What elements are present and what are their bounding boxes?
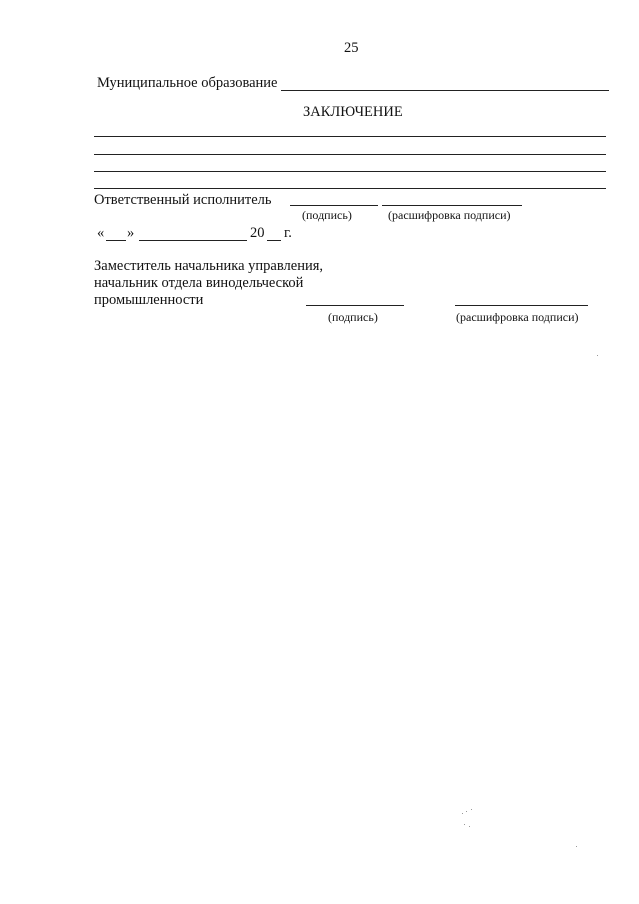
responsible-signature-line[interactable] <box>290 205 378 206</box>
conclusion-line-2[interactable] <box>94 154 606 155</box>
deputy-decoding-line[interactable] <box>455 305 588 306</box>
date-year-line[interactable] <box>267 240 281 241</box>
responsible-decoding-caption: (расшифровка подписи) <box>388 208 511 222</box>
conclusion-line-3[interactable] <box>94 171 606 172</box>
scan-speck <box>597 355 598 356</box>
responsible-label: Ответственный исполнитель <box>94 192 272 208</box>
conclusion-line-4[interactable] <box>94 188 606 189</box>
municipality-field-line[interactable] <box>281 90 609 91</box>
scan-speck <box>464 824 465 825</box>
deputy-title-line-2: начальник отдела винодельческой <box>94 275 304 291</box>
scan-speck <box>576 846 577 847</box>
scan-speck <box>466 811 467 812</box>
deputy-title-line-3: промышленности <box>94 292 204 308</box>
date-day-line[interactable] <box>106 240 126 241</box>
scan-speck <box>471 809 472 810</box>
document-title: ЗАКЛЮЧЕНИЕ <box>303 104 403 120</box>
deputy-signature-line[interactable] <box>306 305 404 306</box>
municipality-label: Муниципальное образование <box>97 75 278 91</box>
page-number: 25 <box>344 40 359 56</box>
responsible-decoding-line[interactable] <box>382 205 522 206</box>
deputy-signature-caption: (подпись) <box>328 310 378 324</box>
date-month-line[interactable] <box>139 240 247 241</box>
deputy-title-line-1: Заместитель начальника управления, <box>94 258 324 274</box>
date-close-quote: » <box>127 225 135 241</box>
deputy-decoding-caption: (расшифровка подписи) <box>456 310 579 324</box>
date-open-quote: « <box>97 225 105 241</box>
scan-speck <box>469 826 470 827</box>
responsible-signature-caption: (подпись) <box>302 208 352 222</box>
date-year-prefix: 20 <box>250 225 265 241</box>
scan-speck <box>462 813 463 814</box>
conclusion-line-1[interactable] <box>94 136 606 137</box>
date-year-suffix: г. <box>284 225 292 241</box>
